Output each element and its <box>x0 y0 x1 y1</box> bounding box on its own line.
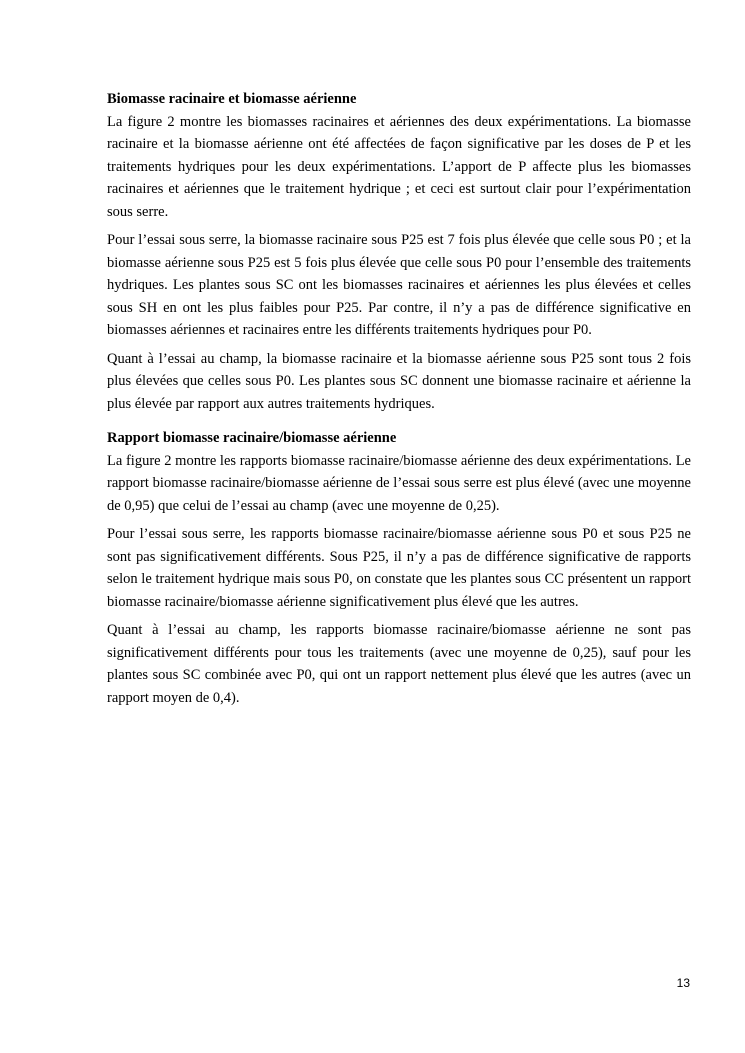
paragraph: Quant à l’essai au champ, les rapports biomasse racinaire/biomasse aérienne ne sont pas significativement différents pour tous les traitements (avec une moyenne de 0,25), sauf pour les plantes sous SC combinée avec P0, qui ont un rapport nettement plus élevé que les autres (avec un rapport moyen de 0,4). <box>107 622 691 706</box>
page-content <box>107 88 691 715</box>
section-heading-biomass: Biomasse racinaire et biomasse aérienne <box>107 91 357 107</box>
section-heading-ratio: Rapport biomasse racinaire/biomasse aérienne <box>107 430 397 446</box>
paragraph: Pour l’essai sous serre, les rapports biomasse racinaire/biomasse aérienne sous P0 et sous P25 ne sont pas significativement différents. Sous P25, il n’y a pas de différence significative de rapports selon le traitement hydrique mais sous P0, on constate que les plantes sous CC présentent un rapport biomasse racinaire/biomasse aérienne significativement plus élevé que les autres. <box>107 526 691 610</box>
page-number: 13 <box>676 976 690 990</box>
paragraph: Pour l’essai sous serre, la biomasse racinaire sous P25 est 7 fois plus élevée que celle sous P0 ; et la biomasse aérienne sous P25 est 5 fois plus élevée que celle sous P0 pour l’ensemble des traitements hydriques. Les plantes sous SC ont les biomasses racinaires et aériennes les plus élevées et celles sous SH en ont les plus faibles pour P25. Par contre, il n’y a pas de différence significative en biomasses aériennes et racinaires entre les différents traitements hydriques pour P0. <box>107 232 691 338</box>
paragraph: Quant à l’essai au champ, la biomasse racinaire et la biomasse aérienne sous P25 sont tous 2 fois plus élevées que celles sous P0. Les plantes sous SC donnent une biomasse racinaire et aérienne la plus élevée par rapport aux autres traitements hydriques. <box>107 350 691 412</box>
paragraph: La figure 2 montre les biomasses racinaires et aériennes des deux expérimentations. La biomasse racinaire et la biomasse aérienne ont été affectées de façon significative par les doses de P et les traitements hydriques pour les deux expérimentations. L’apport de P affecte plus les biomasses racinaires et aériennes que le traitement hydrique ; et ceci est surtout clair pour l’expérimentation sous serre. <box>107 113 691 220</box>
paragraph: La figure 2 montre les rapports biomasse racinaire/biomasse aérienne des deux expérimentations. Le rapport biomasse racinaire/biomasse aérienne de l’essai sous serre est plus élevé (avec une moyenne de 0,95) que celui de l’essai au champ (avec une moyenne de 0,25). <box>107 452 691 514</box>
